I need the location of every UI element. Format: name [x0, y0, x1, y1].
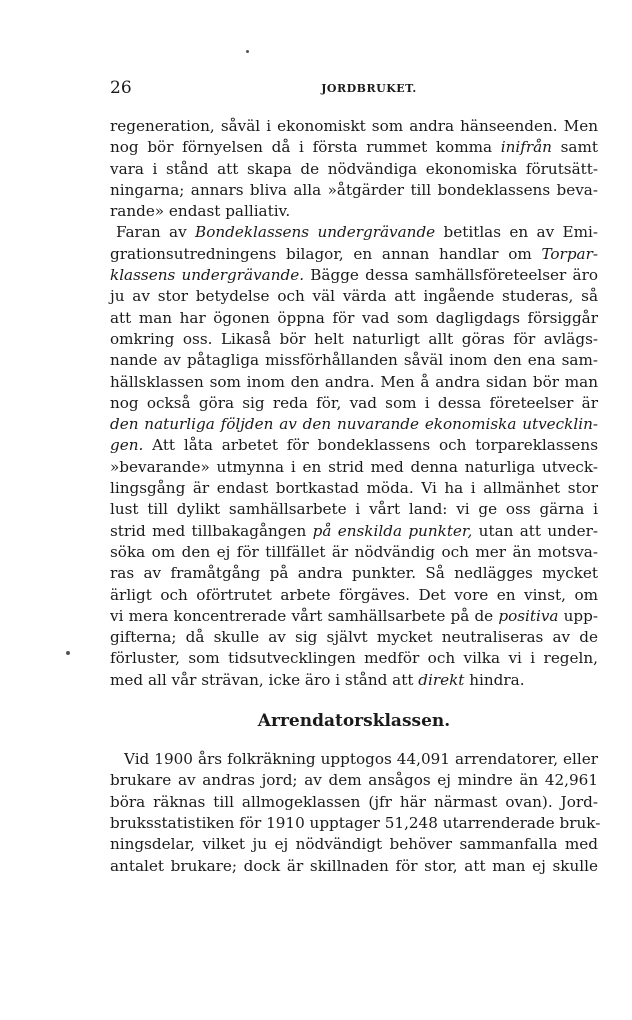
- text-line: vi mera koncentrerade vårt samhällsarbete på de positiva upp-: [110, 606, 598, 625]
- text-line: antalet brukare; dock är skillnaden för stor, att man ej skulle: [110, 856, 598, 875]
- print-speck: [66, 651, 70, 655]
- page-header: [110, 78, 598, 102]
- text-line: med all vår strävan, icke äro i stånd att direkt hindra.: [110, 670, 525, 689]
- text-line: rande» endast palliativ.: [110, 202, 291, 221]
- text-line: gen. Att låta arbetet för bondeklassens och torpareklassens: [110, 436, 598, 455]
- body-text: [110, 116, 601, 877]
- text-line: omkring oss. Likaså bör helt naturligt allt göras för avlägs-: [110, 329, 598, 348]
- text-line: ningsdelar, vilket ju ej nödvändigt behöver sammanfalla med: [110, 835, 598, 854]
- text-line: bruksstatistiken för 1910 upptager 51,248 utarrenderade bruk-: [110, 813, 601, 832]
- running-title: JORDBRUKET.: [321, 82, 417, 95]
- text-line: »bevarande» utmynna i en strid med denna naturliga utveck-: [110, 457, 598, 476]
- text-line: ras av framåtgång på andra punkter. Så nedlägges mycket: [110, 564, 598, 583]
- text-line: gifterna; då skulle av sig självt mycket neutraliseras av de: [110, 628, 598, 647]
- text-line: förluster, som tidsutvecklingen medför och vilka vi i regeln,: [110, 649, 598, 668]
- text-line: böra räknas till allmogeklassen (jfr här närmast ovan). Jord-: [110, 792, 598, 811]
- text-line: grationsutredningens bilagor, en annan handlar om Torpar-: [110, 244, 598, 263]
- print-speck: [246, 50, 249, 53]
- text-line: ärligt och oförtrutet arbete förgäves. Det vore en vinst, om: [110, 585, 598, 604]
- text-line: Faran av Bondeklassens undergrävande betitlas en av Emi-: [116, 223, 599, 242]
- section-heading: Arrendatorsklassen.: [257, 711, 451, 732]
- text-line: strid med tillbakagången på enskilda punkter, utan att under-: [110, 521, 599, 540]
- text-line: lingsgång är endast bortkastad möda. Vi ha i allmänhet stor: [110, 479, 598, 498]
- text-line: söka om den ej för tillfället är nödvändig och mer än motsva-: [110, 542, 598, 561]
- text-line: nog bör förnyelsen då i första rummet komma inifrån samt: [110, 138, 598, 157]
- text-line: den naturliga följden av den nuvarande ekonomiska utvecklin-: [110, 415, 598, 434]
- text-line: brukare av andras jord; av dem ansågos ej mindre än 42,961: [110, 771, 598, 790]
- text-line: ningarna; annars bliva alla »åtgärder till bondeklassens beva-: [110, 180, 598, 199]
- page-number: 26: [110, 78, 132, 98]
- text-line: nog också göra sig reda för, vad som i dessa företeelser är: [110, 393, 598, 412]
- text-line: regeneration, såväl i ekonomiskt som andra hänseenden. Men: [110, 117, 598, 135]
- text-line: vara i stånd att skapa de nödvändiga ekonomiska förutsätt-: [110, 159, 598, 178]
- text-line: hällsklassen som inom den andra. Men å andra sidan bör man: [110, 372, 598, 391]
- text-line: nande av påtagliga missförhållanden såväl inom den ena sam-: [110, 351, 598, 370]
- text-line: ju av stor betydelse och väl värda att ingående studeras, så: [110, 287, 598, 306]
- text-line: att man har ögonen öppna för vad som dagligdags försiggår: [110, 308, 598, 327]
- text-line: Vid 1900 års folkräkning upptogos 44,091 arrendatorer, eller: [124, 750, 598, 769]
- text-line: klassens undergrävande. Bägge dessa samhällsföreteelser äro: [110, 266, 598, 285]
- text-line: lust till dylikt samhällsarbete i vårt land: vi ge oss gärna i: [110, 500, 598, 519]
